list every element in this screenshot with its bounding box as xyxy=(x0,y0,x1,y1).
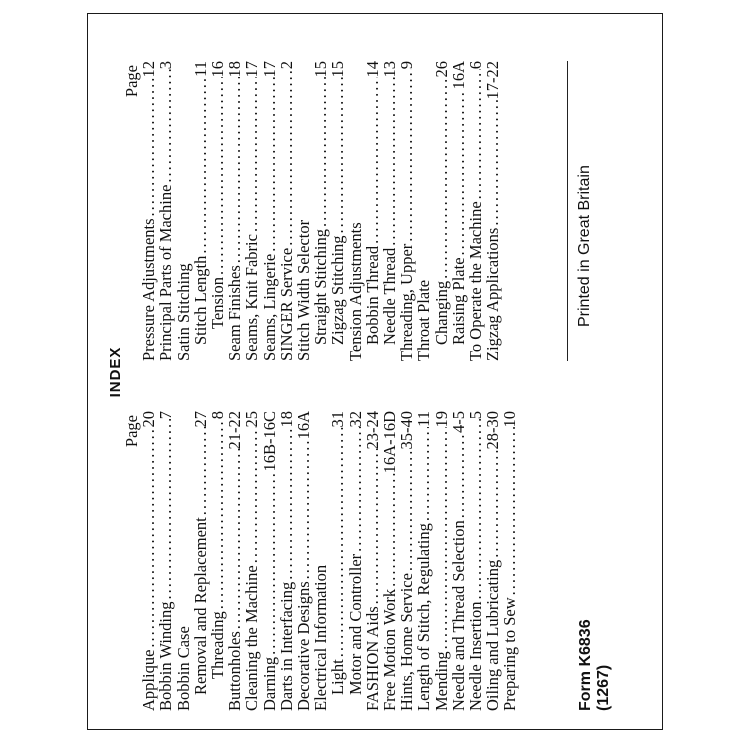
entry-page-number: 10 xyxy=(500,410,520,427)
index-entry xyxy=(192,411,209,711)
index-entry xyxy=(398,411,415,711)
entry-page-number: 16A xyxy=(448,60,468,89)
index-entry xyxy=(243,61,260,361)
entry-page-number: 26 xyxy=(431,60,451,77)
entry-label: Stitch Width Selector xyxy=(294,219,314,361)
entry-label: Principal Parts of Machine xyxy=(156,184,176,361)
entry-page-number: 11 xyxy=(190,60,210,77)
index-page xyxy=(87,13,663,730)
index-entry xyxy=(261,411,278,711)
entry-page-number: 5 xyxy=(466,410,486,419)
dot-leader xyxy=(501,427,518,597)
entry-label: Throat Plate xyxy=(414,279,434,361)
entry-label: Tension xyxy=(208,276,228,329)
entry-label: Cleaning the Machine xyxy=(242,564,262,711)
dot-leader xyxy=(450,433,467,520)
index-entry xyxy=(398,61,415,361)
index-entry xyxy=(381,411,398,711)
dot-leader xyxy=(295,439,312,581)
entry-label: Needle Thread xyxy=(380,247,400,345)
index-entry xyxy=(329,61,346,361)
entry-page-number: 6 xyxy=(466,60,486,69)
entry-page-number: 35-40 xyxy=(397,410,417,449)
entry-page-number: 15 xyxy=(311,60,331,77)
dot-leader xyxy=(157,419,174,601)
entry-label: Bobbin Case xyxy=(173,625,193,711)
entry-label: Pressure Adjustments xyxy=(139,217,159,361)
entry-label: FASHION Aids xyxy=(362,605,382,711)
index-entry xyxy=(175,411,192,711)
dot-leader xyxy=(312,77,329,229)
index-entry xyxy=(226,61,243,361)
index-entry xyxy=(278,411,295,711)
index-entry xyxy=(278,61,295,361)
index-title: INDEX xyxy=(107,346,124,397)
entry-label: Zigzag Stitching xyxy=(328,234,348,345)
dot-leader xyxy=(433,77,450,280)
index-entry xyxy=(467,411,484,711)
entry-page-number: 7 xyxy=(156,410,176,419)
dot-leader xyxy=(398,449,415,573)
entry-label: Decorative Designs xyxy=(294,580,314,711)
index-entry xyxy=(157,411,174,711)
entry-label: Needle Insertion xyxy=(466,601,486,711)
dot-leader xyxy=(209,77,226,276)
entry-page-number: 9 xyxy=(397,60,417,69)
dot-leader xyxy=(484,449,501,559)
entry-label: Preparing to Sew xyxy=(500,596,520,711)
index-entry xyxy=(467,61,484,361)
index-entry xyxy=(226,411,243,711)
entry-label: Removal and Replacement xyxy=(190,516,210,695)
entry-label: Darning xyxy=(259,656,279,711)
entry-page-number: 16 xyxy=(208,60,228,77)
dot-leader xyxy=(347,427,364,553)
entry-page-number: 21-22 xyxy=(225,410,245,449)
entry-page-number: 17-22 xyxy=(483,60,503,99)
dot-leader xyxy=(243,427,260,565)
dot-leader xyxy=(278,427,295,581)
entry-page-number: 3 xyxy=(156,60,176,69)
index-entry xyxy=(329,411,346,711)
form-info xyxy=(577,619,613,711)
entry-page-number: 17 xyxy=(242,60,262,77)
dot-leader xyxy=(381,473,398,589)
dot-leader xyxy=(364,449,381,606)
entry-label: Light xyxy=(328,658,348,695)
index-entry xyxy=(295,411,312,711)
dot-leader xyxy=(450,89,467,257)
printed-in-note: Printed in Great Britain xyxy=(576,164,593,327)
entry-page-number: 28-30 xyxy=(483,410,503,449)
entry-label: Oiling and Lubricating xyxy=(483,559,503,711)
entry-label: To Operate the Machine xyxy=(466,200,486,361)
entry-label: Satin Stitching xyxy=(173,262,193,361)
right-page-heading: Page xyxy=(122,64,141,97)
dot-leader xyxy=(243,77,260,234)
divider-rule xyxy=(567,61,568,361)
entry-page-number: 20 xyxy=(139,410,159,427)
entry-label: Seams, Lingerie xyxy=(259,253,279,361)
entry-page-number: 16A-16D xyxy=(380,410,400,473)
entry-label: Bobbin Winding xyxy=(156,601,176,711)
index-entry xyxy=(433,61,450,361)
entry-label: Tension Adjustments xyxy=(345,221,365,361)
entry-label: Raising Plate xyxy=(448,256,468,345)
entry-label: Length of Stitch, Regulating xyxy=(414,522,434,711)
index-entry xyxy=(484,411,501,711)
index-entry xyxy=(433,411,450,711)
entry-page-number: 17 xyxy=(259,60,279,77)
dot-leader xyxy=(381,77,398,247)
form-number: Form K6836 xyxy=(577,618,594,711)
index-entry xyxy=(415,61,432,361)
dot-leader xyxy=(209,419,226,611)
entry-label: Buttonholes xyxy=(225,630,245,711)
dot-leader xyxy=(364,77,381,245)
left-index-column xyxy=(123,411,519,711)
dot-leader xyxy=(415,426,432,522)
index-entry xyxy=(209,411,226,711)
entry-page-number: 23-24 xyxy=(362,410,382,449)
entry-page-number: 2 xyxy=(276,60,296,69)
entry-page-number: 13 xyxy=(380,60,400,77)
index-entry xyxy=(243,411,260,711)
index-entry xyxy=(501,411,518,711)
index-entry xyxy=(347,61,364,361)
entry-label: Free Motion Work xyxy=(380,588,400,711)
entry-label: Motor and Controller xyxy=(345,553,365,695)
entry-page-number: 4-5 xyxy=(448,410,468,433)
entry-page-number: 31 xyxy=(328,410,348,427)
entry-page-number: 19 xyxy=(431,410,451,427)
entry-label: Zigzag Applications xyxy=(483,227,503,361)
entry-page-number: 16B-16C xyxy=(259,410,279,472)
entry-page-number: 25 xyxy=(242,410,262,427)
entry-page-number: 11 xyxy=(414,410,434,427)
dot-leader xyxy=(192,427,209,517)
dot-leader xyxy=(398,69,415,243)
entry-page-number: 15 xyxy=(328,60,348,77)
dot-leader xyxy=(226,77,243,265)
dot-leader xyxy=(484,99,501,227)
entry-label: Seam Finishes xyxy=(225,264,245,361)
index-entry xyxy=(484,61,501,361)
dot-leader xyxy=(278,69,295,248)
entry-label: Threading, Upper xyxy=(397,243,417,361)
dot-leader xyxy=(192,76,209,255)
index-entry xyxy=(381,61,398,361)
index-entry xyxy=(157,61,174,361)
dot-leader xyxy=(329,77,346,235)
entry-label: Changing xyxy=(431,280,451,345)
dot-leader xyxy=(261,471,278,656)
form-date: (1267) xyxy=(595,664,612,711)
index-entry xyxy=(140,411,157,711)
entry-label: Darts in Interfacing xyxy=(276,581,296,711)
index-entry xyxy=(364,61,381,361)
entry-page-number: 18 xyxy=(276,410,296,427)
entry-page-number: 8 xyxy=(208,410,228,419)
dot-leader xyxy=(467,69,484,201)
left-page-heading: Page xyxy=(122,414,141,447)
index-entry xyxy=(415,411,432,711)
right-index-column xyxy=(123,61,501,361)
dot-leader xyxy=(329,427,346,659)
dot-leader xyxy=(140,427,157,649)
entry-page-number: 12 xyxy=(139,60,159,77)
index-entry xyxy=(209,61,226,361)
entry-page-number: 14 xyxy=(362,60,382,77)
dot-leader xyxy=(226,449,243,631)
dot-leader xyxy=(261,77,278,253)
index-entry xyxy=(140,61,157,361)
rotated-content xyxy=(101,27,649,717)
entry-label: SINGER Service xyxy=(276,247,296,361)
entry-label: Applique xyxy=(139,649,159,711)
dot-leader xyxy=(467,419,484,601)
index-entry xyxy=(192,61,209,361)
entry-page-number: 18 xyxy=(225,60,245,77)
entry-label: Mending xyxy=(431,650,451,711)
entry-label: Threading xyxy=(208,610,228,679)
entry-label: Stitch Length xyxy=(190,255,210,345)
index-entry xyxy=(175,61,192,361)
dot-leader xyxy=(433,427,450,651)
entry-page-number: 32 xyxy=(345,410,365,427)
index-entry xyxy=(450,411,467,711)
entry-label: Seams, Knit Fabric xyxy=(242,233,262,361)
entry-label: Hints, Home Service xyxy=(397,572,417,711)
index-entry xyxy=(312,411,329,711)
entry-page-number: 27 xyxy=(190,410,210,427)
dot-leader xyxy=(140,77,157,218)
index-entry xyxy=(261,61,278,361)
index-entry xyxy=(347,411,364,711)
index-entry xyxy=(364,411,381,711)
entry-label: Straight Stitching xyxy=(311,228,331,345)
index-entry xyxy=(295,61,312,361)
entry-label: Bobbin Thread xyxy=(362,245,382,345)
index-entry xyxy=(450,61,467,361)
entry-label: Needle and Thread Selection xyxy=(448,519,468,711)
entry-label: Electrical Information xyxy=(311,564,331,711)
entry-page-number: 16A xyxy=(294,410,314,439)
dot-leader xyxy=(157,69,174,184)
index-entry xyxy=(312,61,329,361)
